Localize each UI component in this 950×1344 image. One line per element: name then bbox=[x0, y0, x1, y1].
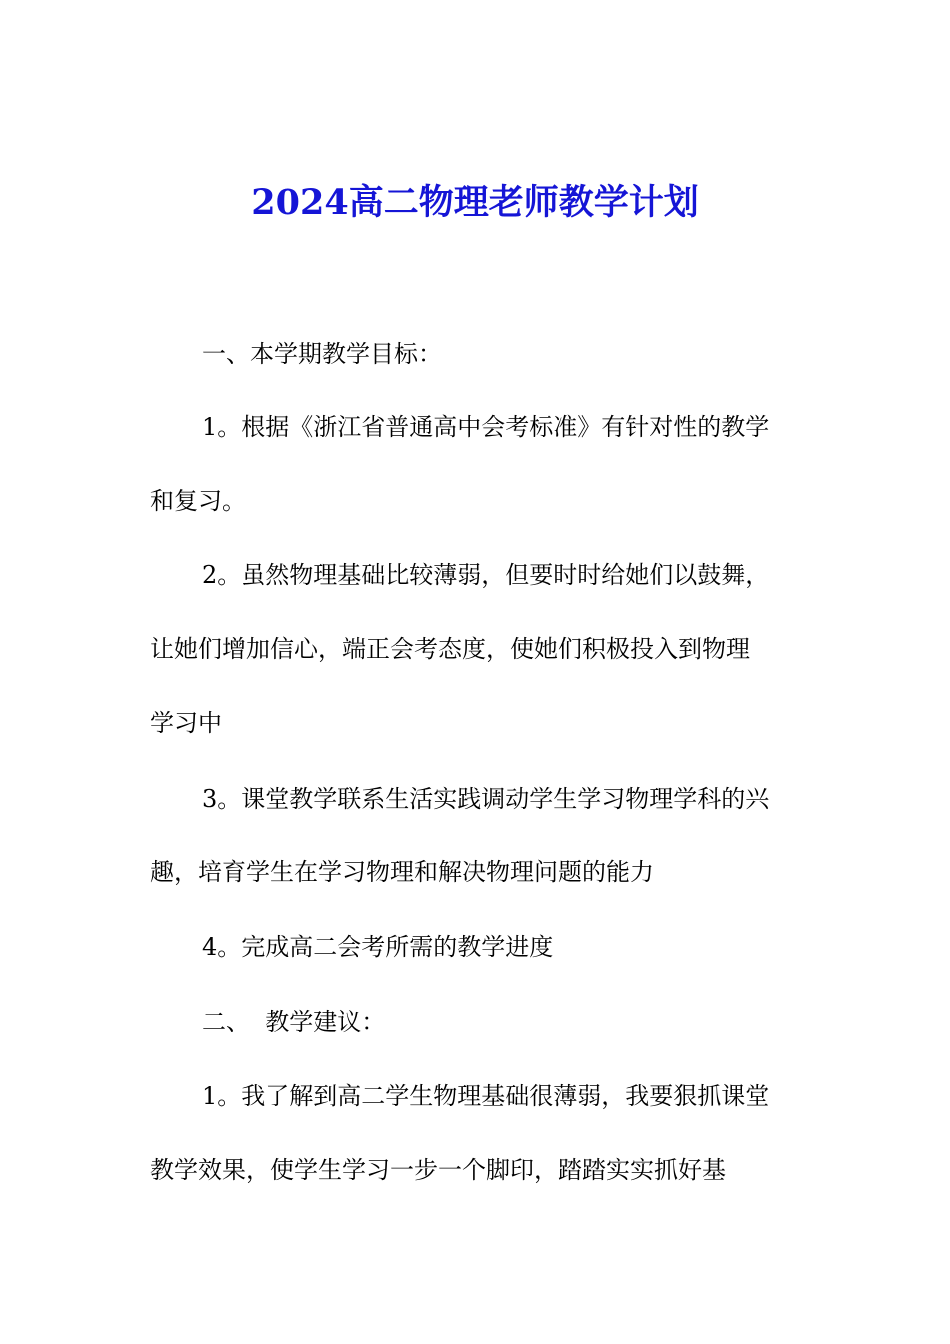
paragraph-line: 教学效果，使学生学习一步一个脚印，踏踏实实抓好基 bbox=[150, 1156, 726, 1184]
paragraph-line: 4。完成高二会考所需的教学进度 bbox=[202, 933, 554, 961]
document-body bbox=[150, 0, 802, 1344]
paragraph-line: 和复习。 bbox=[150, 487, 246, 515]
paragraph-line: 3。课堂教学联系生活实践调动学生学习物理学科的兴 bbox=[202, 785, 770, 813]
paragraph-line: 2。虽然物理基础比较薄弱，但要时时给她们以鼓舞， bbox=[202, 561, 770, 589]
paragraph-line: 让她们增加信心，端正会考态度，使她们积极投入到物理 bbox=[150, 635, 750, 663]
paragraph-line: 1。根据《浙江省普通高中会考标准》有针对性的教学 bbox=[202, 413, 770, 441]
section-heading-2: 二、 教学建议： bbox=[202, 1008, 386, 1036]
paragraph-line: 1。我了解到高二学生物理基础很薄弱，我要狠抓课堂 bbox=[202, 1082, 770, 1110]
section-heading-1: 一、本学期教学目标： bbox=[202, 340, 442, 368]
paragraph-line: 趣，培育学生在学习物理和解决物理问题的能力 bbox=[150, 858, 654, 886]
paragraph-line: 学习中 bbox=[150, 709, 222, 737]
document-title: 2024高二物理老师教学计划 bbox=[251, 182, 699, 223]
